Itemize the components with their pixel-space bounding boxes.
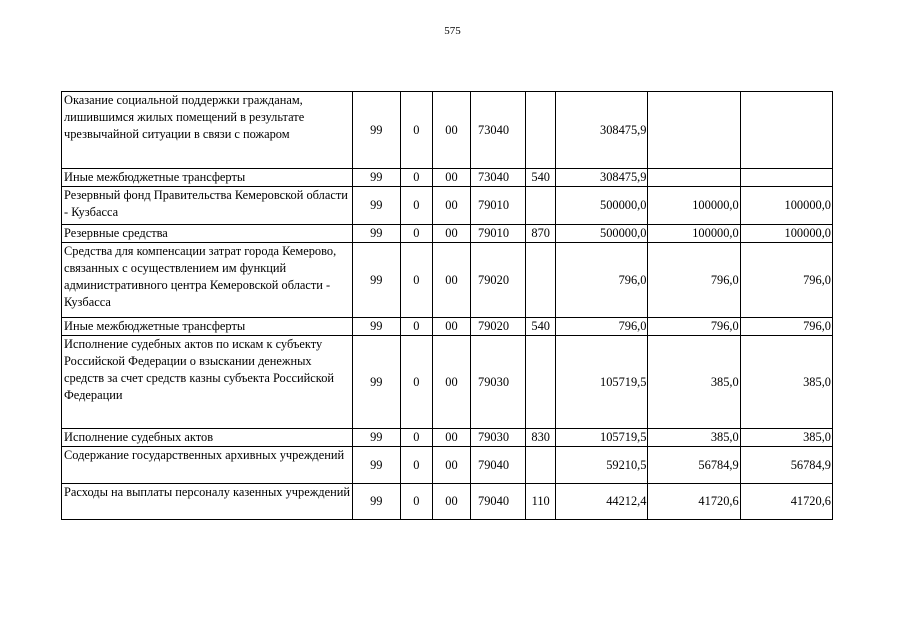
event-code-cell: 00 <box>432 429 470 447</box>
subprogram-code-cell: 0 <box>400 447 432 484</box>
amount-year1-cell: 796,0 <box>556 243 648 318</box>
expense-type-cell <box>526 243 556 318</box>
event-code-cell: 00 <box>432 484 470 520</box>
program-code-cell: 99 <box>352 318 400 336</box>
row-name-cell: Иные межбюджетные трансферты <box>62 318 353 336</box>
amount-year1-cell: 105719,5 <box>556 336 648 429</box>
table-row <box>62 318 833 336</box>
amount-year3-cell: 385,0 <box>740 336 832 429</box>
amount-year2-cell: 796,0 <box>648 243 740 318</box>
direction-code-cell: 79040 <box>471 447 526 484</box>
table-row <box>62 429 833 447</box>
direction-code-cell: 79010 <box>471 187 526 225</box>
event-code-cell: 00 <box>432 225 470 243</box>
amount-year1-cell: 308475,9 <box>556 92 648 169</box>
expense-type-cell: 870 <box>526 225 556 243</box>
budget-table <box>61 91 833 520</box>
program-code-cell: 99 <box>352 187 400 225</box>
program-code-cell: 99 <box>352 336 400 429</box>
direction-code-cell: 79010 <box>471 225 526 243</box>
amount-year2-cell: 385,0 <box>648 429 740 447</box>
direction-code-cell: 73040 <box>471 169 526 187</box>
row-name-cell: Исполнение судебных актов <box>62 429 353 447</box>
row-name-cell: Иные межбюджетные трансферты <box>62 169 353 187</box>
subprogram-code-cell: 0 <box>400 318 432 336</box>
amount-year1-cell: 500000,0 <box>556 187 648 225</box>
amount-year3-cell: 41720,6 <box>740 484 832 520</box>
page-number: 575 <box>444 25 461 37</box>
row-name-cell: Расходы на выплаты персоналу казенных учреждений <box>62 484 353 520</box>
amount-year2-cell: 796,0 <box>648 318 740 336</box>
expense-type-cell: 540 <box>526 318 556 336</box>
row-name-cell: Исполнение судебных актов по искам к субъекту Российской Федерации о взыскании денежных средств за счет средств казны субъекта Российской Федерации <box>62 336 353 429</box>
amount-year3-cell: 100000,0 <box>740 187 832 225</box>
subprogram-code-cell: 0 <box>400 225 432 243</box>
direction-code-cell: 79030 <box>471 336 526 429</box>
program-code-cell: 99 <box>352 484 400 520</box>
direction-code-cell: 79020 <box>471 318 526 336</box>
expense-type-cell <box>526 336 556 429</box>
amount-year1-cell: 796,0 <box>556 318 648 336</box>
amount-year2-cell: 41720,6 <box>648 484 740 520</box>
amount-year3-cell: 385,0 <box>740 429 832 447</box>
program-code-cell: 99 <box>352 169 400 187</box>
expense-type-cell: 110 <box>526 484 556 520</box>
amount-year2-cell <box>648 169 740 187</box>
row-name-cell: Оказание социальной поддержки гражданам, лишившимся жилых помещений в результате чрезвычайной ситуации в связи с пожаром <box>62 92 353 169</box>
event-code-cell: 00 <box>432 92 470 169</box>
subprogram-code-cell: 0 <box>400 429 432 447</box>
expense-type-cell <box>526 187 556 225</box>
program-code-cell: 99 <box>352 429 400 447</box>
amount-year1-cell: 500000,0 <box>556 225 648 243</box>
direction-code-cell: 79030 <box>471 429 526 447</box>
amount-year3-cell: 100000,0 <box>740 225 832 243</box>
expense-type-cell <box>526 92 556 169</box>
event-code-cell: 00 <box>432 187 470 225</box>
table-row <box>62 169 833 187</box>
program-code-cell: 99 <box>352 225 400 243</box>
program-code-cell: 99 <box>352 243 400 318</box>
row-name-cell: Содержание государственных архивных учреждений <box>62 447 353 484</box>
table-row <box>62 225 833 243</box>
row-name-cell: Средства для компенсации затрат города Кемерово, связанных с осуществлением им функций административного центра Кемеровской области - Кузбасса <box>62 243 353 318</box>
amount-year2-cell: 100000,0 <box>648 225 740 243</box>
event-code-cell: 00 <box>432 243 470 318</box>
direction-code-cell: 79040 <box>471 484 526 520</box>
row-name-cell: Резервный фонд Правительства Кемеровской области - Кузбасса <box>62 187 353 225</box>
direction-code-cell: 79020 <box>471 243 526 318</box>
event-code-cell: 00 <box>432 336 470 429</box>
amount-year3-cell <box>740 169 832 187</box>
amount-year3-cell: 796,0 <box>740 318 832 336</box>
event-code-cell: 00 <box>432 169 470 187</box>
row-name-cell: Резервные средства <box>62 225 353 243</box>
program-code-cell: 99 <box>352 447 400 484</box>
table-row <box>62 484 833 520</box>
table-row <box>62 447 833 484</box>
event-code-cell: 00 <box>432 447 470 484</box>
subprogram-code-cell: 0 <box>400 92 432 169</box>
table-row <box>62 187 833 225</box>
amount-year2-cell: 100000,0 <box>648 187 740 225</box>
expense-type-cell: 540 <box>526 169 556 187</box>
amount-year1-cell: 59210,5 <box>556 447 648 484</box>
subprogram-code-cell: 0 <box>400 169 432 187</box>
amount-year3-cell: 56784,9 <box>740 447 832 484</box>
amount-year2-cell: 385,0 <box>648 336 740 429</box>
expense-type-cell: 830 <box>526 429 556 447</box>
subprogram-code-cell: 0 <box>400 336 432 429</box>
amount-year3-cell: 796,0 <box>740 243 832 318</box>
table-row <box>62 92 833 169</box>
program-code-cell: 99 <box>352 92 400 169</box>
subprogram-code-cell: 0 <box>400 484 432 520</box>
amount-year2-cell: 56784,9 <box>648 447 740 484</box>
direction-code-cell: 73040 <box>471 92 526 169</box>
table-row <box>62 336 833 429</box>
amount-year2-cell <box>648 92 740 169</box>
subprogram-code-cell: 0 <box>400 187 432 225</box>
amount-year1-cell: 308475,9 <box>556 169 648 187</box>
amount-year1-cell: 105719,5 <box>556 429 648 447</box>
subprogram-code-cell: 0 <box>400 243 432 318</box>
table-row <box>62 243 833 318</box>
expense-type-cell <box>526 447 556 484</box>
event-code-cell: 00 <box>432 318 470 336</box>
amount-year1-cell: 44212,4 <box>556 484 648 520</box>
amount-year3-cell <box>740 92 832 169</box>
